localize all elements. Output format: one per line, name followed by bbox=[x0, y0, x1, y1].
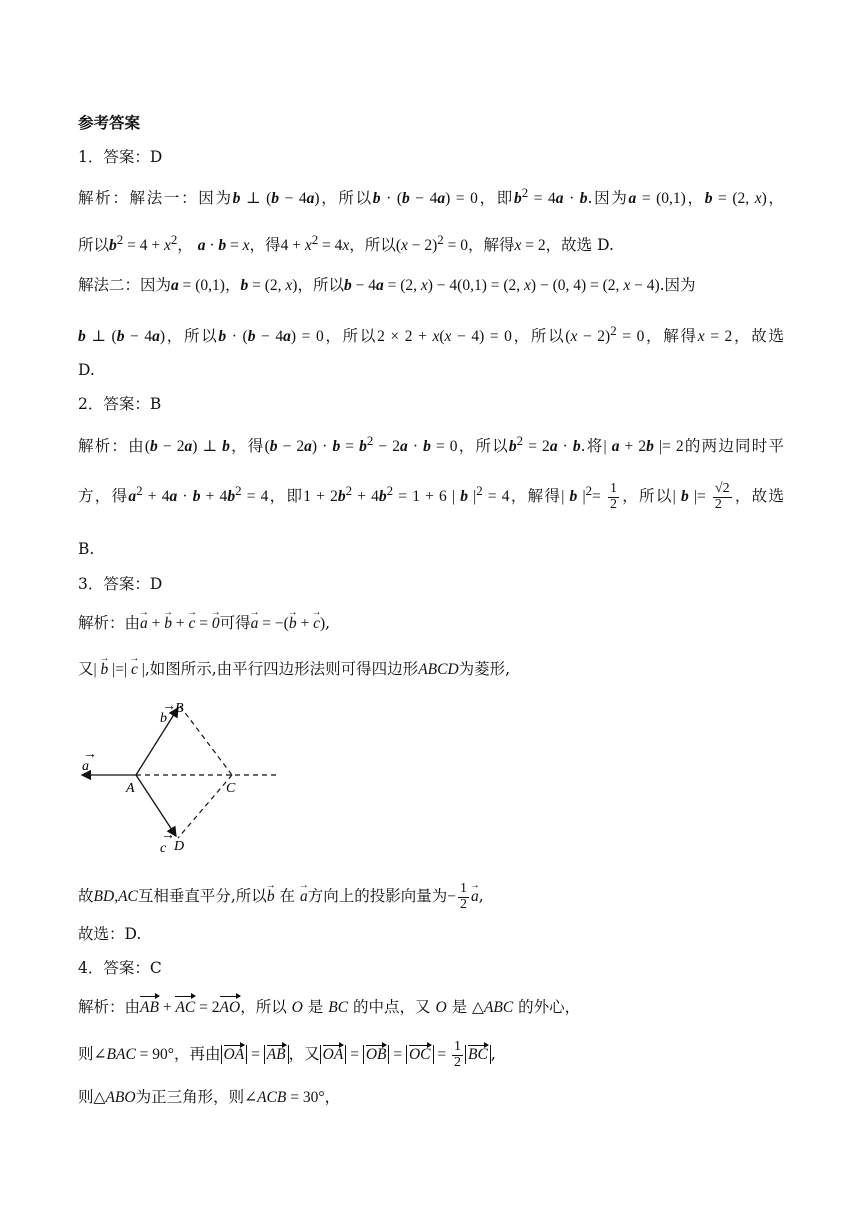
label-A: A bbox=[126, 781, 135, 796]
label-c: c bbox=[160, 841, 167, 856]
label-a: a bbox=[82, 759, 89, 774]
q1-answer: 1．答案：D bbox=[78, 148, 163, 166]
q4-line3: 则△ABO为正三角形，则∠ACB = 30°， bbox=[78, 1088, 341, 1106]
section-title: 参考答案 bbox=[78, 114, 141, 132]
q1-method1-line2: 所以$b^2 = 4 + x^2$， a · b = x，得$4 + x^2 = 4x$，所以$(x - 2)^2 = 0$，解得x = 2，故选 D. bbox=[78, 232, 614, 255]
rhombus-figure bbox=[78, 698, 288, 858]
q4-line1: 解析：由AB + AC = 2AO，所以 O 是 BC 的中点，又 O 是 △ABC 的外心， bbox=[78, 996, 784, 1019]
q2-answer: 2．答案：B bbox=[78, 395, 162, 413]
label-B: B bbox=[175, 701, 184, 716]
q4-line2: 则∠BAC = 90°，再由 OA = AB ，又 OA = OB = OC = $\frac{1}{2}$ BC , bbox=[78, 1039, 496, 1070]
q2-line1: 解析：由(b − 2a) ⊥ b，得$(b - 2a) \cdot b = b^2 - 2a \cdot b = 0$，所以$b^2 = 2a \cdot b$.将| a + 2b |= 2的两边同时平 bbox=[78, 433, 784, 456]
q3-final: 故选：D. bbox=[78, 925, 142, 943]
dashed-edge-bc bbox=[180, 706, 232, 775]
q2-line2: 方，得$a^2 + 4a \cdot b + 4b^2 = 4$，即$1 + 2b^2 + 4b^2 = 1 + 6$ | b $|^2 = 4$，解得| b $|^2=$ $\frac{1}{2}$ ，所以| b |= $\frac{√2}{2}$ ，故选 bbox=[78, 481, 784, 513]
q3-line1: 解析：由→ a + → b + → c = → 0可得→ a = −(→ b + → c), bbox=[78, 612, 784, 635]
q1-method2-line2: b ⊥ (b − 4a)，所以b · (b − 4a) = 0，所以2 × 2 + x(x − 4) = 0，所以$(x - 2)^2 = 0$，解得x = 2，故选 bbox=[78, 323, 784, 346]
dashed-edge-cd bbox=[178, 775, 232, 838]
q3-line2: 又| → b |=| → c |,如图所示,由平行四边形法则可得四边形ABCD为菱形, bbox=[78, 658, 784, 681]
q1-method2-line1: 解法二：因为a = (0,1)，b = (2, x)，所以b − 4a = (2, x) − 4(0,1) = (2, x) − (0, 4) = (2, x − 4).因为 bbox=[78, 276, 696, 294]
q1-method1-line1: 解析：解法一：因为b ⊥ (b − 4a)，所以b · (b − 4a) = 0，即$b^2 = 4a \cdot b$.因为a = (0,1)，b = (2, x)， bbox=[78, 185, 784, 208]
svg-text:→: → bbox=[83, 747, 97, 762]
q4-answer: 4．答案：C bbox=[78, 959, 162, 977]
svg-text:→: → bbox=[161, 828, 175, 843]
q1-method2-end: D. bbox=[78, 361, 95, 379]
q3-line3: 故BD,AC互相垂直平分,所以→ b 在 → a方向上的投影向量为− $\frac{1}{2}$ → a, bbox=[78, 882, 784, 912]
q2-end: B. bbox=[78, 540, 95, 558]
label-C: C bbox=[226, 781, 236, 796]
vector-b-arrow bbox=[136, 708, 178, 775]
vector-c-arrow bbox=[136, 775, 176, 836]
svg-text:→: → bbox=[162, 699, 176, 714]
label-D: D bbox=[174, 839, 185, 854]
label-b: b bbox=[160, 711, 167, 726]
q3-answer: 3．答案：D bbox=[78, 575, 163, 593]
